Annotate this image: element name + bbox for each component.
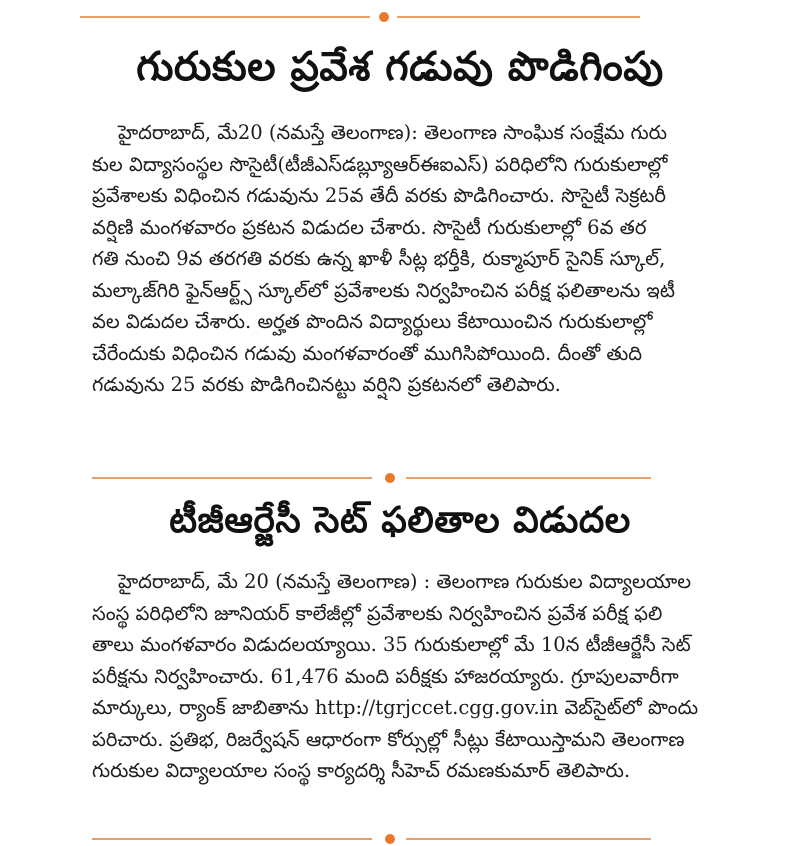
article-1-line: వర్షిణి మంగళవారం ప్రకటన విడుదల చేశారు. సొసైటీ గురుకులాల్లో 6వ తర <box>92 215 647 239</box>
article-1-line: చేరేందుకు విధించిన గడువు మంగళవారంతో ముగిసిపోయింది. దీంతో తుది <box>92 341 643 365</box>
article-1-line: గతి నుంచి 9వ తరగతి వరకు ఉన్న ఖాళీ సీట్ల భర్తీకి, రుక్మాపూర్ సైనిక్ స్కూల్, <box>92 247 666 270</box>
article-2-body <box>92 566 752 787</box>
article-1-line: కుల విద్యాసంస్థల సొసైటీ(టీజీఎస్‌డబ్ల్యూఆర్‌ఈఐఎస్) పరిధిలోని గురుకులాల్లో <box>92 152 668 176</box>
divider-line-left <box>92 838 372 840</box>
article-2-line: మార్కులు, ర్యాంక్ జాబితాను http://tgrjccet.cgg.gov.in వెబ్‌సైట్‌లో పొందు <box>92 696 699 719</box>
divider-line-right <box>406 838 651 840</box>
article-1-line: ప్రవేశాలకు విధించిన గడువును 25వ తేదీ వరకు పొడిగించారు. సొసైటీ సెక్రటరీ <box>92 184 666 207</box>
divider-dot <box>379 12 389 22</box>
divider-line-right <box>397 16 640 18</box>
article-2-headline: టీజీఆర్జేసీ సెట్ ఫలితాల విడుదల <box>169 500 631 541</box>
article-1-headline: గురుకుల ప్రవేశ గడువు పొడిగింపు <box>136 44 664 90</box>
article-1-line: గడువును 25 వరకు పొడిగించినట్టు వర్షిని ప్రకటనలో తెలిపారు. <box>92 373 561 396</box>
article-2-line: హైదరాబాద్, మే 20 (నమస్తే తెలంగాణ) : తెలంగాణ గురుకుల విద్యాలయాల <box>118 570 692 593</box>
article-1-line: హైదరాబాద్, మే20 (నమస్తే తెలంగాణ): తెలంగాణ సాంఘిక సంక్షేమ గురు <box>118 121 667 144</box>
divider-dot <box>385 834 395 844</box>
article-1-line: మల్కాజ్‌గిరి ఫైన్‌ఆర్ట్స్ స్కూల్‌లో ప్రవేశాలకు నిర్వహించిన పరీక్ష ఫలితాలను ఇటీ <box>92 278 675 302</box>
middle-divider <box>0 471 800 485</box>
article-1-line: వల విడుదల చేశారు. అర్హత పొందిన విద్యార్థులు కేటాయించిన గురుకులాల్లో <box>92 310 653 333</box>
article-2-line: పరిచారు. ప్రతిభ, రిజర్వేషన్ ఆధారంగా కోర్సుల్లో సీట్లు కేటాయిస్తామని తెలంగాణ <box>92 727 685 751</box>
article-2-line: సంస్థ పరిధిలోని జూనియర్ కాలేజీల్లో ప్రవేశాలకు నిర్వహించిన ప్రవేశ పరీక్ష ఫలి <box>92 601 663 625</box>
article-1-body <box>92 117 752 401</box>
divider-line-left <box>80 16 370 18</box>
divider-line-left <box>92 477 372 479</box>
bottom-divider <box>0 832 800 846</box>
divider-line-right <box>406 477 651 479</box>
divider-dot <box>385 473 395 483</box>
article-2-line: పరీక్షను నిర్వహించారు. 61,476 మంది పరీక్షకు హాజరయ్యారు. గ్రూపులవారీగా <box>92 664 679 688</box>
article-2-line: గురుకుల విద్యాలయాల సంస్థ కార్యదర్శి సీహెచ్ రమణకుమార్ తెలిపారు. <box>92 759 631 782</box>
article-2-line: తాలు మంగళవారం విడుదలయ్యాయి. 35 గురుకులాల్లో మే 10న టీజీఆర్జేసీ సెట్ <box>92 633 691 656</box>
top-divider <box>0 10 800 24</box>
